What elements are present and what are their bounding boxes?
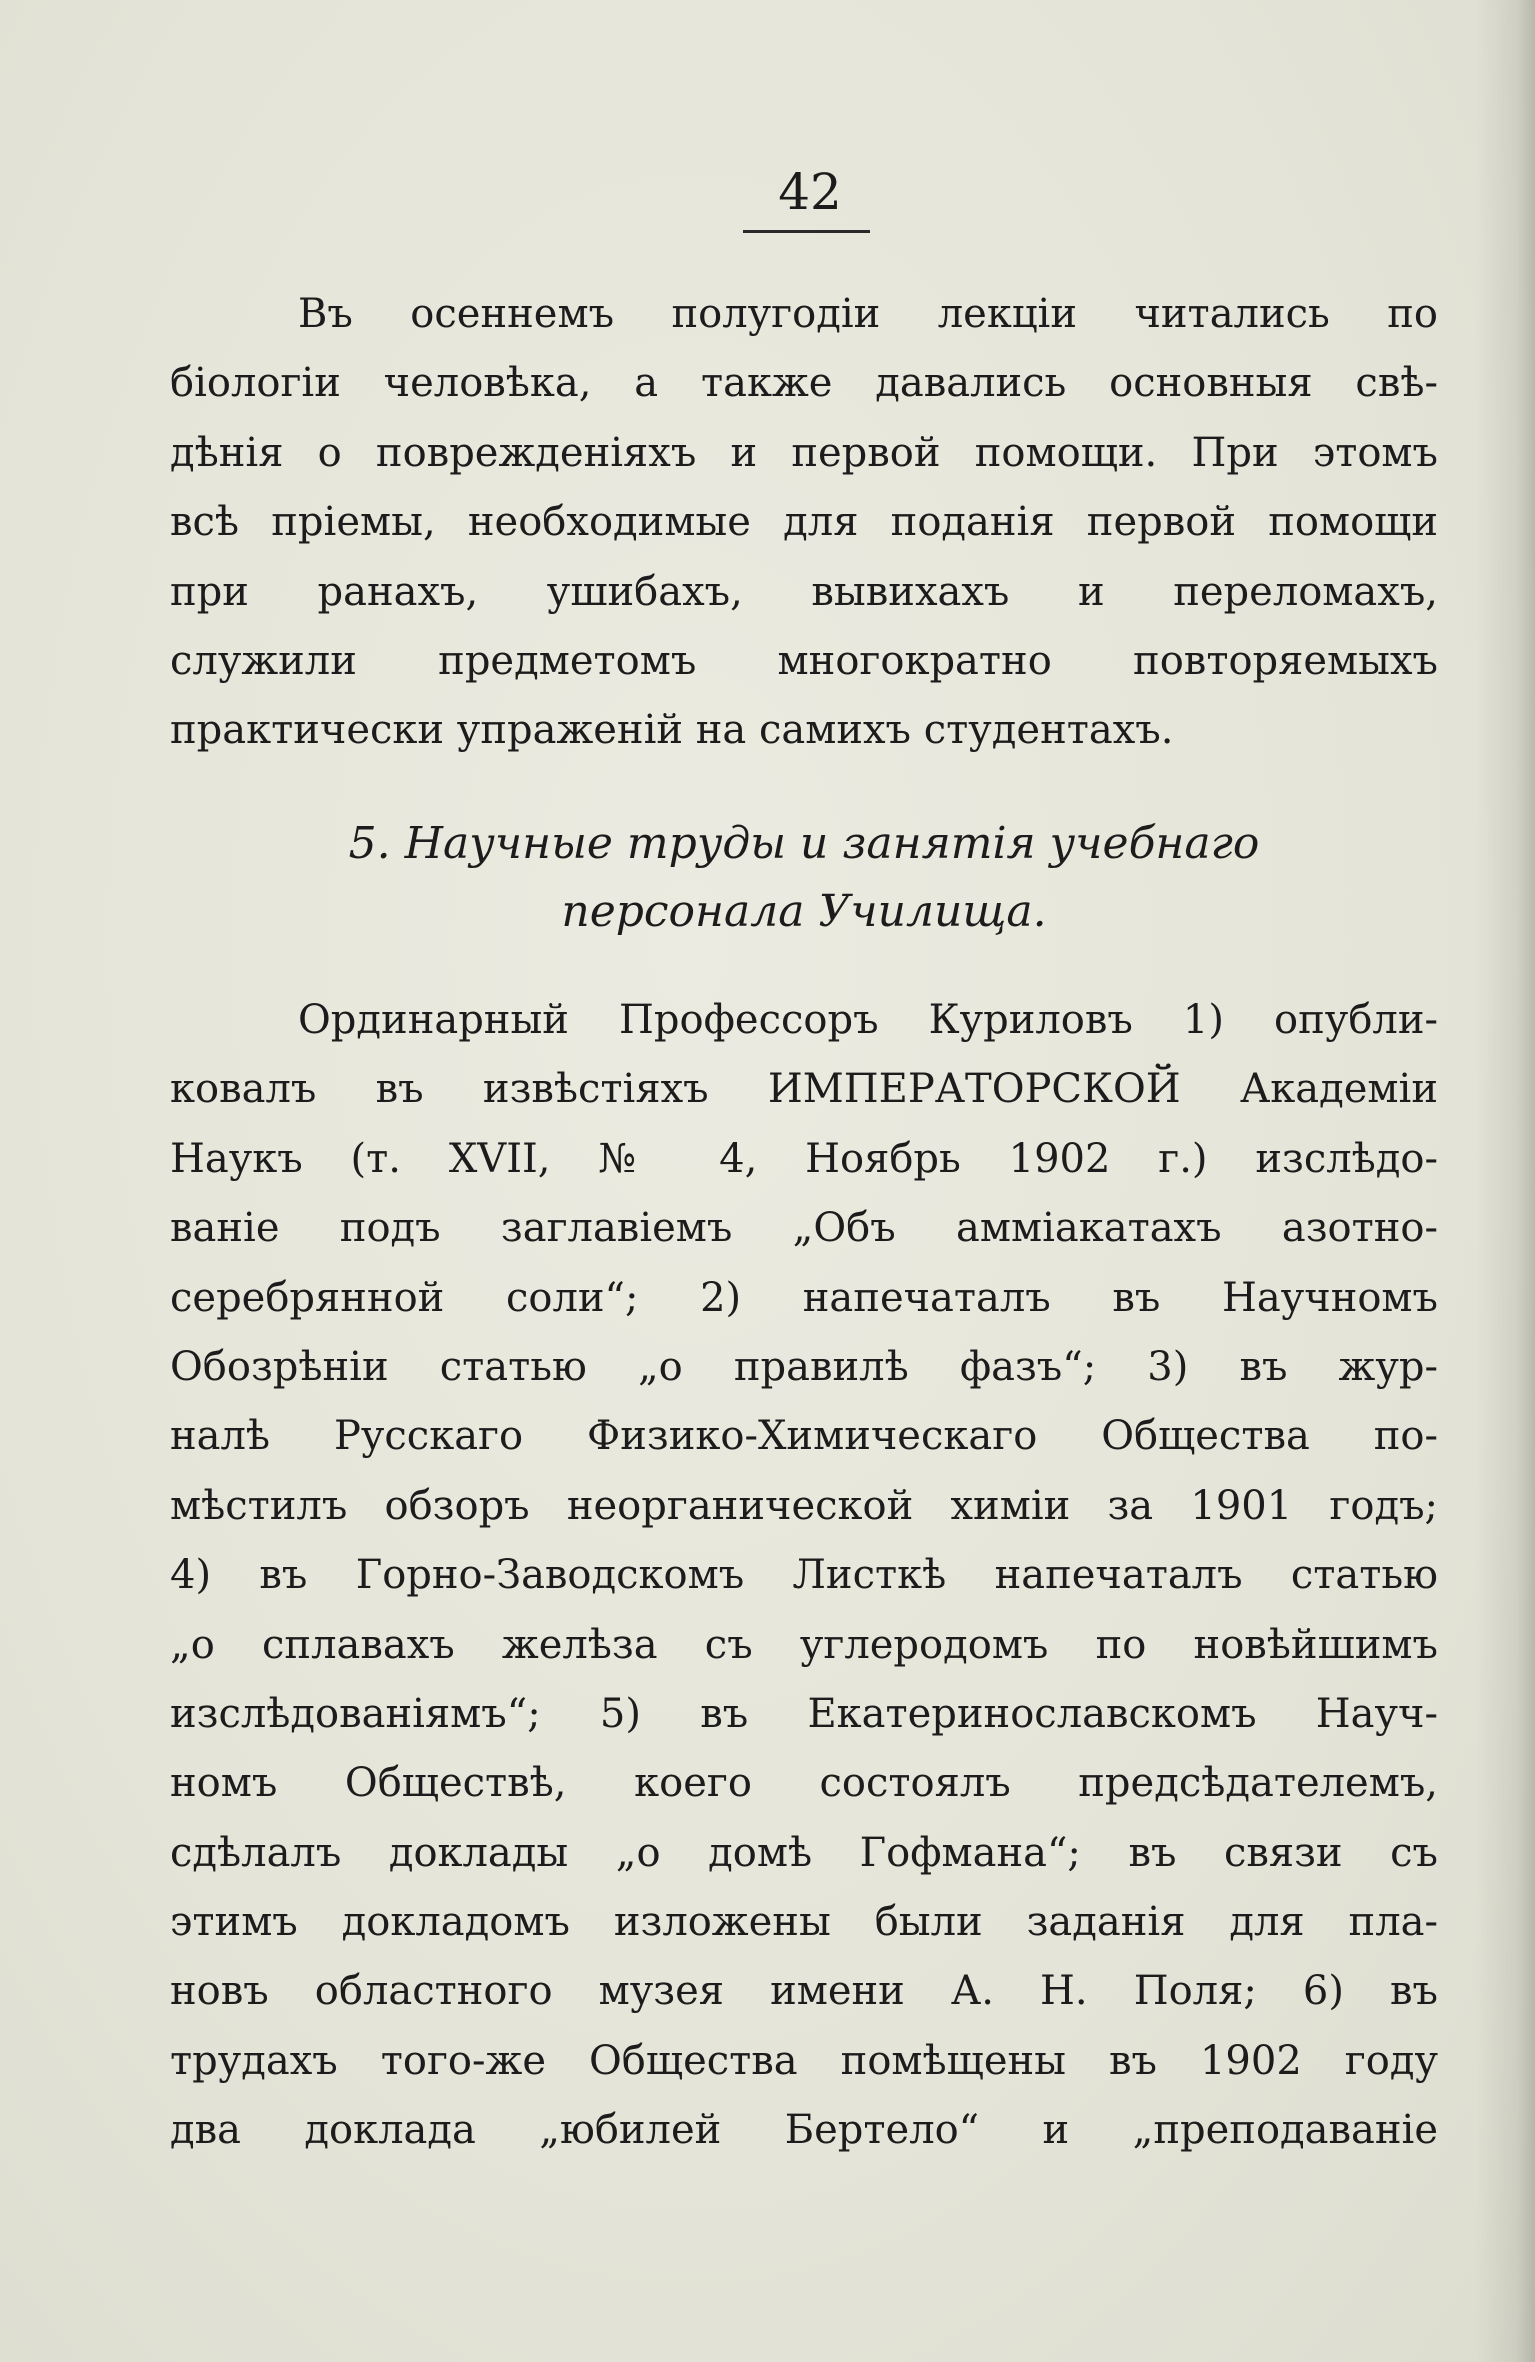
text-line: серебрянной соли“; 2) напечаталъ въ Научномъ [170, 1274, 1438, 1321]
page-number-rule [743, 230, 870, 233]
text-line: Наукъ (т. XVII, № 4, Ноябрь 1902 г.) изслѣдо- [170, 1135, 1438, 1182]
text-line: сдѣлалъ доклады „о домѣ Гофмана“; въ связи съ [170, 1829, 1438, 1876]
text-line: Ординарный Профессоръ Куриловъ 1) опубли- [298, 997, 1438, 1043]
text-line: Обозрѣніи статью „о правилѣ фазъ“; 3) въ жур- [170, 1343, 1438, 1390]
text-line: 4) въ Горно-Заводскомъ Листкѣ напечаталъ статью [170, 1552, 1438, 1599]
page-number: 42 [778, 163, 842, 221]
text-line: служили предметомъ многократно повторяемыхъ [170, 637, 1438, 684]
section-heading [170, 810, 1438, 946]
text-line: дѣнія о поврежденіяхъ и первой помощи. При этомъ [170, 429, 1438, 476]
text-line: при ранахъ, ушибахъ, вывихахъ и переломахъ, [170, 568, 1438, 615]
text-line: налѣ Русскаго Физико-Химическаго Общества по- [170, 1413, 1438, 1460]
text-line: ковалъ въ извѣстіяхъ ИМПЕРАТОРСКОЙ Академіи [170, 1066, 1438, 1113]
text-line: всѣ пріемы, необходимые для подaнія первой помощи [170, 499, 1438, 546]
text-line: этимъ докладомъ изложены были заданія для пла- [170, 1899, 1438, 1946]
text-line: ваніе подъ заглавіемъ „Объ амміакатахъ азотно- [170, 1205, 1438, 1252]
text-line: практически упраженій на самихъ студентахъ. [170, 707, 1174, 754]
heading-line: персонала Училища. [561, 886, 1047, 937]
spine-shadow [1475, 0, 1535, 2362]
text-line: трудахъ того-же Общества помѣщены въ 1902 году [170, 2037, 1438, 2084]
text-line: новъ областного музея имени А. Н. Поля; 6) въ [170, 1968, 1438, 2015]
paragraph-kurilov [170, 986, 1438, 2166]
text-line: изслѣдованіямъ“; 5) въ Екатеринославскомъ Науч- [170, 1690, 1438, 1737]
text-line: два доклада „юбилей Бертело“ и „преподаваніе [170, 2107, 1438, 2154]
text-line: Въ осеннемъ полугодіи лекціи читались по [298, 291, 1438, 337]
text-line: мѣстилъ обзоръ неорганической химіи за 1901 годъ; [170, 1482, 1438, 1529]
text-line: біологіи человѣка, а также давались основныя свѣ- [170, 360, 1438, 407]
heading-line: 5. Научные труды и занятія учебнаго [348, 818, 1260, 869]
text-line: номъ Обществѣ, коего состоялъ предсѣдателемъ, [170, 1760, 1438, 1807]
paragraph-lectures [170, 280, 1438, 766]
text-line: „о сплавахъ желѣза съ углеродомъ по новѣйшимъ [170, 1621, 1438, 1668]
